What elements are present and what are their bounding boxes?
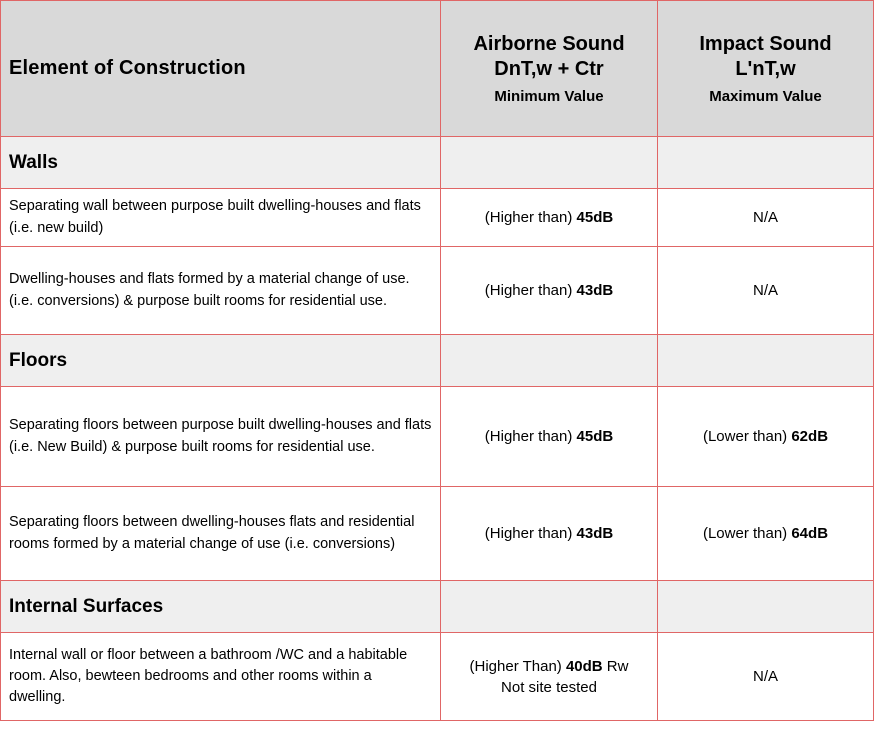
airborne-prefix: (Higher than) — [484, 209, 577, 226]
header-airborne-title: Airborne Sound — [473, 33, 625, 55]
table-row — [1, 189, 874, 247]
header-impact-subtitle: Maximum Value — [709, 88, 822, 105]
airborne-value: 45dB — [576, 428, 614, 445]
section-row-floors — [1, 335, 874, 387]
header-impact-sound — [658, 1, 874, 137]
impact-prefix: (Lower than) — [702, 428, 792, 445]
section-walls-impact-empty — [658, 137, 874, 189]
header-element-title: Element of Construction — [9, 57, 246, 79]
airborne-prefix: (Higher than) — [484, 525, 577, 542]
header-airborne-sound — [441, 1, 658, 137]
table-header-row — [1, 1, 874, 137]
header-element-of-construction — [1, 1, 441, 137]
airborne-prefix: (Higher Than) — [469, 657, 566, 675]
header-airborne-subtitle: Minimum Value — [494, 88, 604, 105]
section-walls-airborne-empty — [441, 137, 658, 189]
table-row — [1, 487, 874, 581]
table-row — [1, 247, 874, 335]
row-description: Separating floors between purpose built dwelling-houses and flats (i.e. New Build) & purpose built rooms for residential use. — [1, 387, 441, 487]
row-description: Dwelling-houses and flats formed by a material change of use. (i.e. conversions) & purpose built rooms for residential use. — [1, 247, 441, 335]
header-impact-title2: L'nT,w — [735, 58, 796, 80]
impact-value: 64dB — [791, 525, 829, 542]
airborne-value: 43dB — [576, 282, 614, 299]
airborne-value: 40dB — [565, 657, 603, 675]
section-row-internal-surfaces — [1, 581, 874, 633]
section-internal-airborne-empty — [441, 581, 658, 633]
airborne-prefix: (Higher than) — [484, 282, 577, 299]
airborne-note: Not site tested — [501, 678, 597, 696]
row-impact-value: N/A — [658, 633, 874, 721]
section-row-walls — [1, 137, 874, 189]
header-airborne-title2: DnT,w + Ctr — [494, 58, 604, 80]
row-airborne-value — [441, 487, 658, 581]
row-airborne-value — [441, 387, 658, 487]
table-row — [1, 633, 874, 721]
row-airborne-value — [441, 189, 658, 247]
section-internal-impact-empty — [658, 581, 874, 633]
section-floors-impact-empty — [658, 335, 874, 387]
impact-prefix: (Lower than) — [702, 525, 792, 542]
row-impact-value: N/A — [658, 189, 874, 247]
row-description: Separating floors between dwelling-houses flats and residential rooms formed by a material change of use (i.e. conversions) — [1, 487, 441, 581]
row-description: Separating wall between purpose built dwelling-houses and flats (i.e. new build) — [1, 189, 441, 247]
row-impact-value: N/A — [658, 247, 874, 335]
section-label-internal-surfaces: Internal Surfaces — [1, 581, 441, 633]
header-impact-title: Impact Sound — [699, 33, 832, 55]
row-impact-value — [658, 387, 874, 487]
row-airborne-value — [441, 247, 658, 335]
airborne-value: 43dB — [576, 525, 614, 542]
row-airborne-value — [441, 633, 658, 721]
impact-value: 62dB — [791, 428, 829, 445]
section-label-floors: Floors — [1, 335, 441, 387]
section-label-walls: Walls — [1, 137, 441, 189]
airborne-value: 45dB — [576, 209, 614, 226]
row-impact-value — [658, 487, 874, 581]
airborne-suffix: Rw — [602, 657, 629, 675]
table-row — [1, 387, 874, 487]
row-description: Internal wall or floor between a bathroom /WC and a habitable room. Also, bewteen bedrooms and other rooms within a dwelling. — [1, 633, 441, 721]
airborne-prefix: (Higher than) — [484, 428, 577, 445]
section-floors-airborne-empty — [441, 335, 658, 387]
